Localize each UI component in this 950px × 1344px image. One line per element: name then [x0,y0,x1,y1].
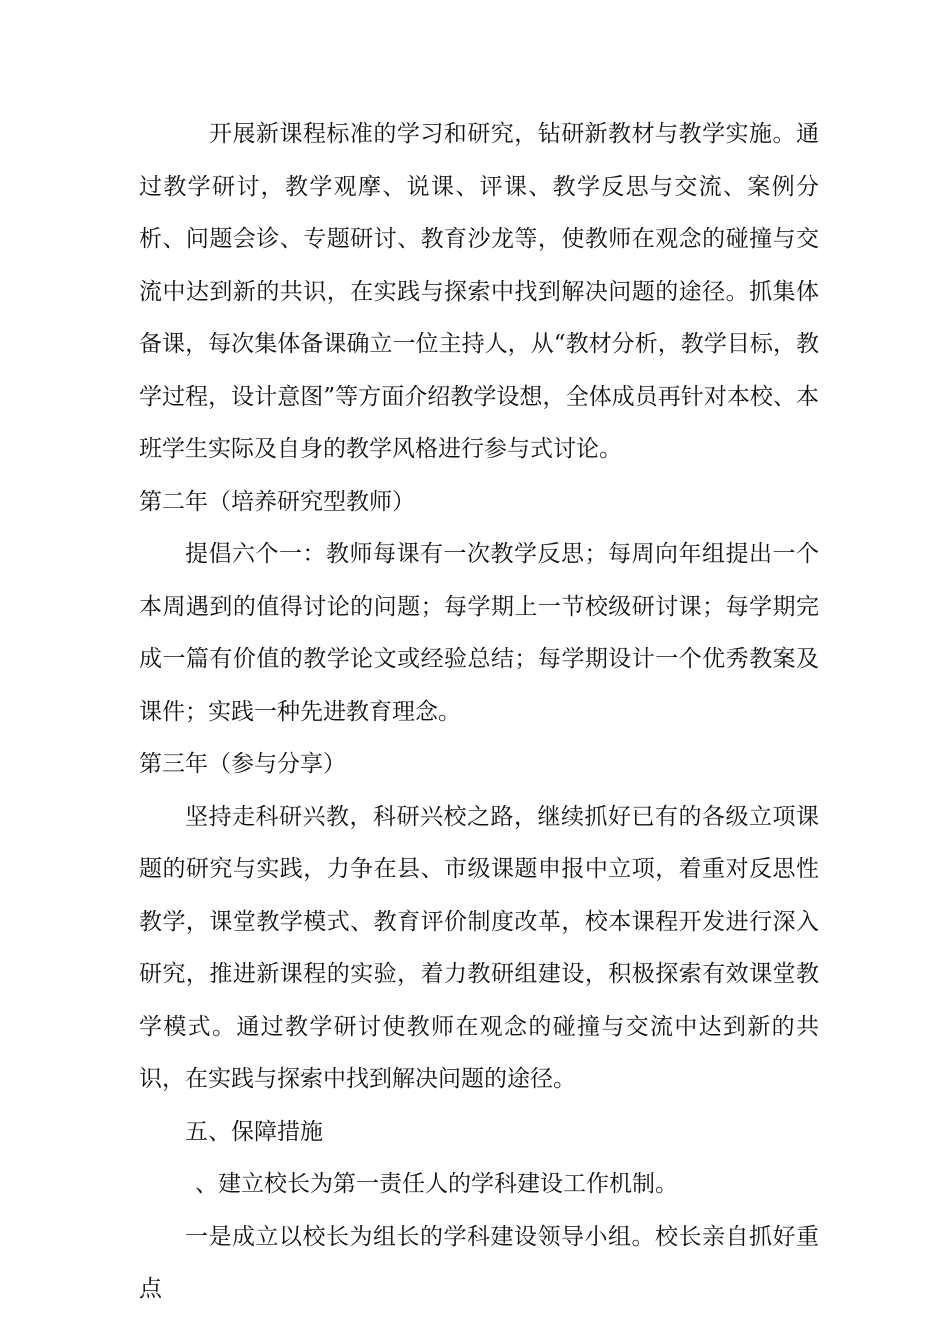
document-body [139,108,819,1316]
subitem-principal-mechanism: 、建立校长为第一责任人的学科建设工作机制。 [195,1171,678,1197]
paragraph-research-path: 坚持走科研兴教，科研兴校之路，继续抓好已有的各级立项课题的研究与实践，力争在县、市级课题申报中立项，着重对反思性教学，课堂教学模式、教育评价制度改革，校本课程开发进行深入研究，推进新课程的实验，着力教研组建设，积极探索有效课堂教学模式。通过教学研讨使教师在观念的碰撞与交流中达到新的共识，在实践与探索中找到解决问题的途径。 [139,803,819,1092]
paragraph-teaching-research: 开展新课程标准的学习和研究，钻研新教材与教学实施。通过教学研讨，教学观摩、说课、评课、教学反思与交流、案例分析、问题会诊、专题研讨、教育沙龙等，使教师在观念的碰撞与交流中达到新的共识，在实践与探索中找到解决问题的途径。抓集体备课，每次集体备课确立一位主持人，从“教材分析，教学目标，教学过程，设计意图”等方面介绍教学设想，全体成员再针对本校、本班学生实际及自身的教学风格进行参与式讨论。 [139,121,819,462]
heading-year-two: 第二年（培养研究型教师） [139,488,415,515]
paragraph-six-ones: 提倡六个一：教师每课有一次教学反思；每周向年组提出一个本周遇到的值得讨论的问题；每学期上一节校级研讨课；每学期完成一篇有价值的教学论文或经验总结；每学期设计一个优秀教案及课件；实践一种先进教育理念。 [139,541,819,725]
heading-year-three: 第三年（参与分享） [139,751,346,777]
section-heading-safeguards: 五、保障措施 [185,1118,323,1145]
paragraph-leadership-group: 一是成立以校长为组长的学科建设领导小组。校长亲自抓好重点 [139,1223,819,1302]
